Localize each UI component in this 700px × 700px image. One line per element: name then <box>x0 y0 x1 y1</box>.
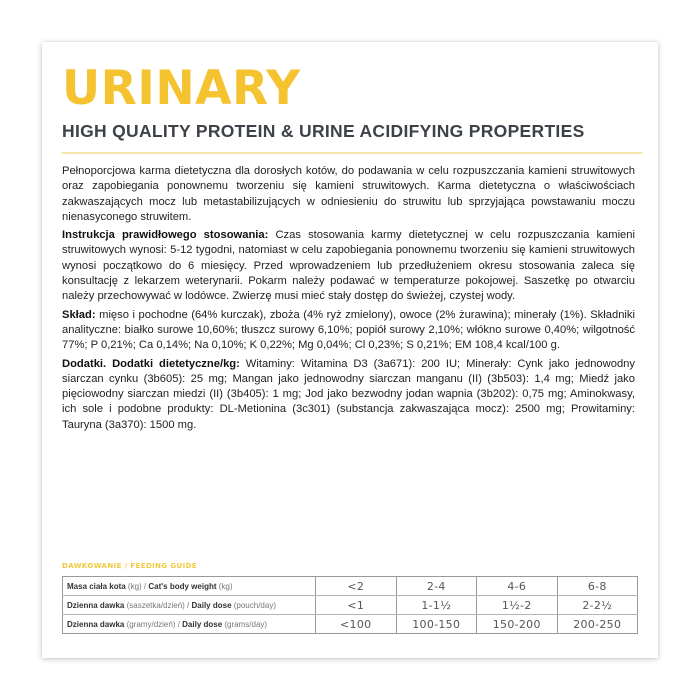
table-cell: 1-1½ <box>396 596 477 615</box>
row-label-pl: Masa ciała kota <box>67 581 126 591</box>
table-cell: 150-200 <box>477 615 558 634</box>
intro-paragraph: Pełnoporcjowa karma dietetyczna dla dorosłych kotów, do podawania w celu rozpuszczania kamieni struwitowych oraz zapobiegania ponownemu tworzeniu się kamieni struwitowych. Karma dietetyczna o właściwościach zakwaszających mocz lub metastabilizujących w odniesieniu do struwitu lub sprzyjająca powstawaniu moczu nienasyconego struwitem. <box>62 165 635 223</box>
additives-text: Witaminy: Witamina D3 (3a671): 200 IU; Minerały: Cynk jako jednowodny siarczan cynku (3b605): 25 mg; Mangan jako jednowodny siarczan manganu (II) (3b503): 1,4 mg; Miedź jako pięciowodny siarczan miedzi (II) (3b405): 1 mg; Jod jako bezwodny jodan wapnia (3b202): 0,75 mg; Aminokwasy, ich sole i podobne produkty: DL-Metionina (3c301) (substancja zakwaszająca mocz): 2500 mg; Prowitaminy: Tauryna (3a370): 1500 mg. <box>62 357 635 431</box>
feeding-guide <box>62 561 638 634</box>
table-row-body-weight <box>63 577 638 596</box>
table-cell: 2-2½ <box>557 596 638 615</box>
table-cell: <2 <box>316 577 397 596</box>
table-cell: 200-250 <box>573 617 622 631</box>
row-label-en-unit: (kg) <box>216 581 233 591</box>
feeding-table <box>62 576 638 634</box>
row-label-en-unit: (grams/day) <box>222 619 268 629</box>
row-label-pl-unit: (kg) / <box>125 581 149 591</box>
row-label-pl-unit: (saszetka/dzień) / <box>124 600 192 610</box>
row-label-pl-unit: (gramy/dzień) / <box>124 619 183 629</box>
composition-text: mięso i pochodne (64% kurczak), zboża (4% ryż zmielony), owoce (2% żurawina); minerały (1%). Składniki analityczne: białko surowe 10,60%; tłuszcz surowy 6,10%; popiół surowy 2,10%; włókno surowe 0,40%; wilgotność 77%; P 0,21%; Ca 0,14%; Na 0,10%; K 0,22%; Mg 0,04%; Cl 0,23%; S 0,21%; EM 108,4 kcal/100 g. <box>62 308 635 352</box>
table-cell: <1 <box>316 596 397 615</box>
product-subtitle: HIGH QUALITY PROTEIN & URINE ACIDIFYING PROPERTIES <box>62 121 585 141</box>
usage-text: Czas stosowania karmy dietetycznej w celu rozpuszczania kamieni struwitowych wynosi: 5-12 tygodni, natomiast w celu zapobiegania ponownemu tworzeniu się kamieni struwitowych wynosi początkowo do 6 miesięcy. Przed wprowadzeniem lub przedłużeniem okresu stosowania zaleca się konsultację z lekarzem weterynarii. Pokarm należy podawać w temperaturze pokojowej. Saszetkę po otwarciu należy przechowywać w lodówce. Zwierzę musi mieć stały dostęp do świeżej, czystej wody. <box>62 229 635 303</box>
table-cell: <100 <box>316 615 397 634</box>
product-info-card <box>42 42 658 658</box>
composition-paragraph <box>62 308 635 354</box>
header-divider <box>62 152 642 154</box>
table-cell: 4-6 <box>477 577 558 596</box>
row-label-en: Cat's body weight <box>148 581 217 591</box>
table-cell: 1½-2 <box>477 596 558 615</box>
table-row-daily-pouch <box>63 596 638 615</box>
product-description <box>62 164 635 436</box>
row-label <box>63 615 316 634</box>
composition-label: Skład: <box>62 308 96 321</box>
table-cell: 100-150 <box>396 615 477 634</box>
row-label-pl: Dzienna dawka <box>67 619 125 629</box>
feeding-guide-label: DAWKOWANIE / FEEDING GUIDE <box>62 562 198 570</box>
row-label <box>63 577 316 596</box>
row-label-en-unit: (pouch/day) <box>231 600 276 610</box>
additives-label: Dodatki. Dodatki dietetyczne/kg: <box>62 357 240 370</box>
table-cell: 2-4 <box>396 577 477 596</box>
row-label-en: Daily dose <box>182 619 223 629</box>
usage-paragraph <box>62 228 635 304</box>
row-label-pl: Dzienna dawka <box>67 600 125 610</box>
table-row-daily-grams <box>63 615 638 634</box>
row-label <box>63 596 316 615</box>
additives-paragraph <box>62 357 635 433</box>
table-cell: 6-8 <box>557 577 638 596</box>
row-label-en: Daily dose <box>191 600 232 610</box>
usage-label: Instrukcja prawidłowego stosowania: <box>62 229 269 242</box>
product-title: URINARY <box>62 61 301 116</box>
